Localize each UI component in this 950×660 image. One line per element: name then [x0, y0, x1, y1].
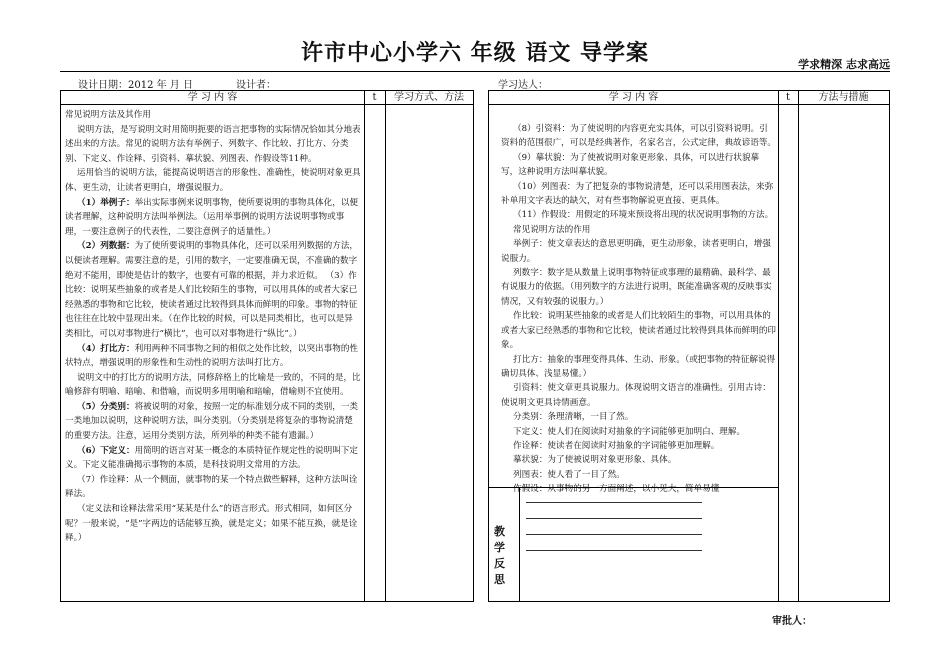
left-paragraph: （2）列数据：为了使所要说明的事物具体化，还可以采用列数据的方法，以便读者理解。需要注意的是，引用的数字，一定要准确无误，不准确的数字绝对不能用，即使是估计的数字，也要有可靠的根据，并力求近似。 （3）作比较：说明某些抽象的或者是人们比较陌生的事物，可以用具体的或者大家已经熟悉的事物和它比较，使读者通过比较得到具体而鲜明的印象。事物的特征也往往在比较中显现出来。（在作比较的时候，可以是同类相比，也可以是异类相比，可以对事物进行“横比”，也可以对事物进行“纵比”。）: [65, 241, 359, 339]
right-header-content: 学 习 内 容: [489, 91, 778, 105]
right-paragraph: 分类别：条理清晰，一目了然。: [513, 412, 634, 423]
right-paragraph: （9）摹状貌：为了使被说明对象更形象、具体，可以进行状貌摹写，这种说明方法叫摹状貌。: [501, 152, 760, 178]
right-paragraph: （8）引资料：为了使说明的内容更充实具体，可以引资料说明。引资料的范围很广，可以是经典著作，名家名言，公式定律，典故谚语等。: [501, 124, 777, 149]
right-paragraph: 列图表：使人看了一目了然。: [513, 469, 625, 480]
right-paragraph: 举例子：使文章表达的意思更明确，更生动形象，读者更明白，增强说服力。: [501, 239, 771, 264]
motto: 学求精深 志求高远: [798, 58, 890, 71]
header-rule: [60, 71, 890, 72]
reflection-line: [526, 502, 702, 503]
right-paragraph: （10）列图表：为了把复杂的事物说清楚，还可以采用图表法，来弥补单用文字表达的缺欠，对有些事物解说更直接、更具体。: [501, 181, 774, 207]
right-table: [488, 90, 890, 602]
reflection-label-divider: [519, 487, 520, 601]
right-paragraph: 打比方：抽象的事理变得具体、生动、形象。（或把事物的特征解说得确切具体、浅显易懂。）: [501, 354, 776, 379]
left-header-content: 学 习 内 容: [61, 91, 364, 105]
right-header-method: 方法与措施: [798, 91, 889, 105]
left-header-t: t: [364, 91, 385, 105]
right-paragraph: 摹状貌：为了使被说明对象更形象、具体。: [513, 455, 677, 466]
right-paragraph: 作诠释：使读者在阅读时对抽象的字词能够更加理解。: [513, 440, 720, 451]
left-paragraph: 说明方法，是写说明文时用简明扼要的语言把事物的实际情况恰如其分地表述出来的方法。常见的说明方法有举例子、列数字、作比较、打比方、分类别、下定义、作诠释、引资料、摹状貌、列图表、作假设等11种。: [65, 124, 361, 164]
left-paragraph: 说明文中的打比方的说明方法，同修辞格上的比喻是一致的，不同的是，比喻修辞有明喻、暗喻、和借喻，而说明多用明喻和暗喻，借喻则不宜使用。: [65, 372, 361, 398]
reflection-line: [526, 534, 702, 535]
left-paragraph: （7）作诠释：从一个侧面，就事物的某一个特点做些解释，这种方法叫诠释法。: [65, 474, 358, 500]
right-content: [501, 122, 776, 497]
left-paragraph: （6）下定义：用简明的语言对某一概念的本质特征作规定性的说明叫下定义。下定义能准确揭示事物的本质，是科技说明文常用的方法。: [65, 445, 359, 471]
left-paragraph: 常见说明方法及其作用: [65, 110, 151, 120]
left-divider-method: [385, 91, 386, 601]
left-header-method: 学习方式、方法: [385, 91, 473, 105]
right-paragraph: （11）作假设：用假定的环境来预设将出现的状况说明事物的方法。: [513, 210, 774, 221]
left-paragraph: 运用恰当的说明方法，能提高说明语言的形象性、准确性，使说明对象更具体、更生动，让读者更明白，增强说服力。: [65, 168, 361, 193]
reflection-line: [526, 518, 702, 519]
reflection-top-rule: [489, 487, 778, 488]
right-paragraph: 下定义：使人们在阅读时对抽象的字词能够更加明白、理解。: [513, 426, 746, 437]
design-date: 设计日期：2012 年 月 日: [78, 80, 193, 91]
right-paragraph: 列数字：数字是从数量上说明事物特征或事理的最精确、最科学、最有说服力的依据。（用列数字的方法进行说明，既能准确客观的反映事实情况，又有较强的说服力。）: [501, 268, 772, 307]
left-paragraph: （5）分类别：将被说明的对象，按照一定的标准划分成不同的类别，一类一类地加以说明，这种说明方法，叫分类别。（分类别是将复杂的事物说清楚的重要方法。注意，运用分类别方法，所列举的种类不能有遗漏。）: [65, 401, 359, 442]
designer-label: 设计者：: [236, 80, 276, 91]
right-paragraph: 常见说明方法的作用: [513, 224, 591, 235]
left-content: [65, 108, 361, 546]
left-paragraph: （定义法和诠释法常采用“某某是什么”的语言形式。形式相同，如何区分呢？一般来说，“是”字两边的话能够互换，就是定义；如果不能互换，就是诠释。）: [65, 504, 358, 544]
page-title: 许市中心小学六 年级 语文 导学案: [301, 40, 649, 66]
right-paragraph: 作假设：从事物的另一方面阐述，以小见大，简单易懂: [513, 484, 720, 495]
right-header-t: t: [778, 91, 798, 105]
learner-label: 学习达人：: [498, 80, 548, 91]
left-divider-t: [364, 91, 365, 601]
left-table: [60, 90, 474, 602]
left-paragraph: （1）举例子：举出实际事例来说明事物，使所要说明的事物具体化，以便读者理解，这种说明方法叫举例法。（运用举事例的说明方法说明事物或事理，一要注意例子的代表性，二要注意例子的适量性。）: [65, 197, 359, 237]
right-divider-method: [798, 91, 799, 601]
reflection-label: 教学反思: [494, 525, 505, 586]
right-paragraph: 引资料：使文章更具说服力。体现说明文语言的准确性。引用古诗：使说明文更具诗情画意。: [501, 383, 771, 408]
left-paragraph: （4）打比方：利用两种不同事物之间的相似之处作比较，以突出事物的性状特点，增强说明的形象性和生动性的说明方法叫打比方。: [65, 343, 359, 369]
approver-label: 审批人：: [772, 616, 812, 627]
right-divider-t: [778, 91, 779, 601]
right-paragraph: 作比较：说明某些抽象的或者是人们比较陌生的事物，可以用具体的或者大家已经熟悉的事物和它比较，使读者通过比较得到具体而鲜明的印象。: [501, 311, 777, 351]
reflection-line: [526, 550, 702, 551]
